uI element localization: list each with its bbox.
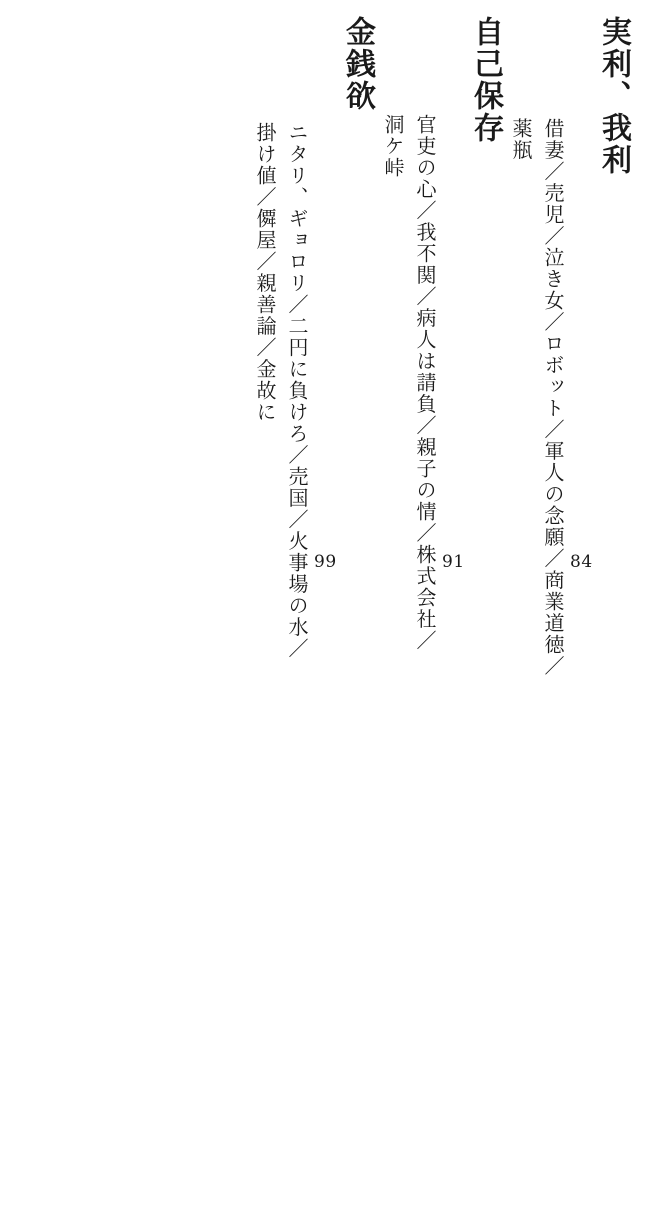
- dot-leader: [465, 14, 470, 24]
- toc-entry-title: 実利、我利: [596, 16, 631, 176]
- toc-subtitle-line: 官吏の心／我不関／病人は請負／親子の情／株式会社／: [413, 114, 437, 652]
- toc-subtitle-line: 借妻／売児／泣き女／ロボット／軍人の念願／商業道徳／: [541, 118, 565, 677]
- toc-entry-subtitles: [378, 14, 442, 1112]
- toc-entry-main: [570, 14, 631, 1112]
- toc-subtitle-line: 洞ケ峠: [381, 114, 405, 179]
- dot-leader: [593, 14, 598, 24]
- toc-entry[interactable]: [506, 14, 631, 1112]
- toc-subtitle-line: 薬瓶: [509, 118, 533, 161]
- toc-page-number: 99: [314, 552, 337, 572]
- toc-page-number: 91: [442, 552, 465, 572]
- toc-entry-main: [314, 14, 375, 1112]
- toc-entry-subtitles: [506, 14, 570, 1112]
- toc-page-number: 84: [570, 552, 593, 572]
- toc-subtitle-line: 掛け値／僲屋／親善論／金故に: [253, 122, 277, 423]
- toc-subtitle-line: ニタリ、ギョロリ／二円に負けろ／売国／火事場の水／: [285, 122, 309, 660]
- toc-entry-subtitles: [250, 14, 314, 1112]
- toc-entry-main: [442, 14, 503, 1112]
- toc-entry-title: 金銭欲: [340, 16, 375, 112]
- toc-entry[interactable]: [250, 14, 375, 1112]
- toc-entry-title: 自己保存: [468, 16, 503, 144]
- toc-entry[interactable]: [378, 14, 503, 1112]
- dot-leader: [337, 14, 342, 24]
